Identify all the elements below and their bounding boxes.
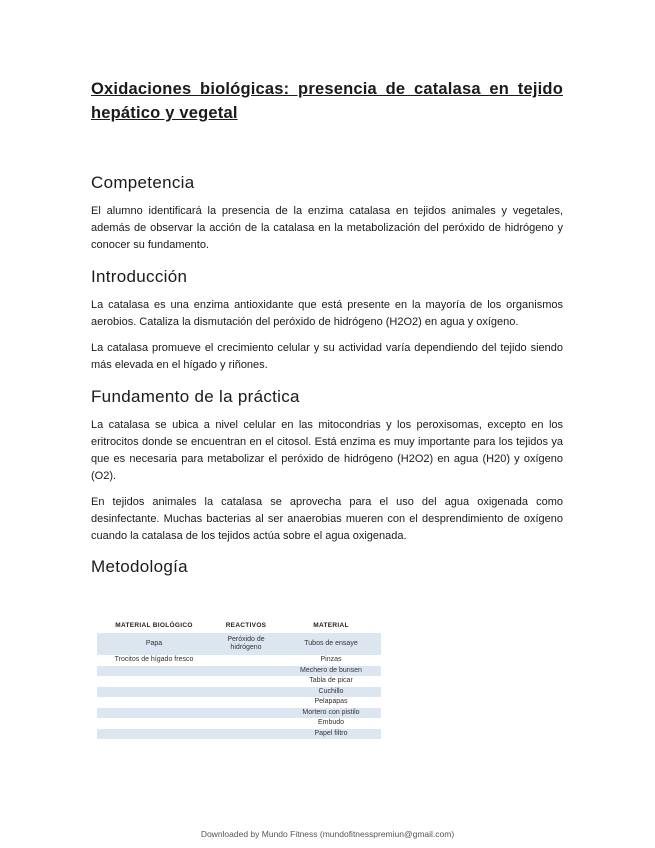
introduccion-paragraph-2: La catalasa promueve el crecimiento celular y su actividad varía dependiendo del tejido siendo más elevada en el hígado y riñones. — [91, 342, 563, 371]
table-cell — [211, 729, 281, 740]
header-material-biologico: MATERIAL BIOLÓGICO — [115, 622, 193, 629]
table-cell — [211, 718, 281, 729]
document-title: Oxidaciones biológicas: presencia de catalasa en tejido hepático y vegetal — [91, 80, 563, 122]
table-cell: Pelapapas — [314, 698, 348, 706]
fundamento-paragraph-1: La catalasa se ubica a nivel celular en las mitocondrias y los peroxisomas, excepto en los eritrocitos donde se encuentran en el citosol. Está enzima es muy importante para los tejidos ya que es necesaria para metabolizar el peróxido de hidrógeno (H2O2) en agua (H20) y oxígeno (O2). — [91, 419, 563, 482]
table-cell — [211, 687, 281, 698]
table-cell — [97, 676, 211, 687]
table-row — [97, 676, 381, 687]
table-cell — [97, 708, 211, 719]
table-cell: Papa — [97, 633, 211, 655]
table-cell: Mortero con pistilo — [281, 708, 381, 719]
section-heading-metodologia: Metodología — [91, 557, 188, 576]
document-body — [91, 77, 563, 578]
competencia-paragraph: El alumno identificará la presencia de la enzima catalasa en tejidos animales y vegetales, además de observar la acción de la catalasa en la metabolización del peróxido de hidrógeno y conocer su fundamento. — [91, 205, 563, 251]
table-cell — [97, 697, 211, 708]
table-cell — [211, 676, 281, 687]
table-cell: Peróxido de hidrógeno — [211, 633, 281, 655]
table-cell: Papel filtro — [281, 729, 381, 740]
download-footer: Downloaded by Mundo Fitness (mundofitnesspremiun@gmail.com) — [200, 829, 455, 839]
table-cell: Embudo — [317, 719, 345, 727]
table-cell: Pinzas — [320, 656, 342, 664]
table-cell: Cuchillo — [281, 687, 381, 698]
table-cell — [211, 655, 281, 666]
table-cell: Tabla de picar — [309, 677, 353, 685]
table-cell — [211, 666, 281, 677]
introduccion-paragraph-1: La catalasa es una enzima antioxidante que está presente en la mayoría de los organismos aerobios. Cataliza la dismutación del peróxido de hidrógeno (H2O2) en agua y oxígeno. — [91, 299, 563, 328]
table-cell: Trocitos de hígado fresco — [114, 656, 194, 664]
table-cell — [97, 687, 211, 698]
table-row — [97, 687, 381, 698]
fundamento-paragraph-2: En tejidos animales la catalasa se aprovecha para el uso del agua oxigenada como desinfectante. Muchas bacterias al ser anaerobias mueren con el desprendimiento de oxígeno cuando la catalasa de los tejidos actúa sobre el agua oxigenada. — [91, 496, 563, 542]
table-cell — [211, 697, 281, 708]
table-row — [97, 729, 381, 740]
table-cell — [211, 708, 281, 719]
table-row — [97, 655, 381, 666]
section-heading-fundamento: Fundamento de la práctica — [91, 387, 300, 406]
table-cell — [97, 718, 211, 729]
table-row — [97, 697, 381, 708]
section-heading-competencia: Competencia — [91, 173, 195, 192]
materials-table — [97, 622, 381, 739]
table-row — [97, 666, 381, 677]
section-heading-introduccion: Introducción — [91, 267, 188, 286]
table-cell: Mechero de bunsen — [281, 666, 381, 677]
table-row — [97, 633, 381, 655]
table-cell — [97, 729, 211, 740]
header-reactivos: REACTIVOS — [225, 622, 267, 629]
table-cell — [97, 666, 211, 677]
table-cell: Tubos de ensaye — [281, 633, 381, 655]
materials-table-header-row — [97, 622, 381, 633]
table-row — [97, 718, 381, 729]
table-row — [97, 708, 381, 719]
header-material: MATERIAL — [313, 622, 349, 629]
